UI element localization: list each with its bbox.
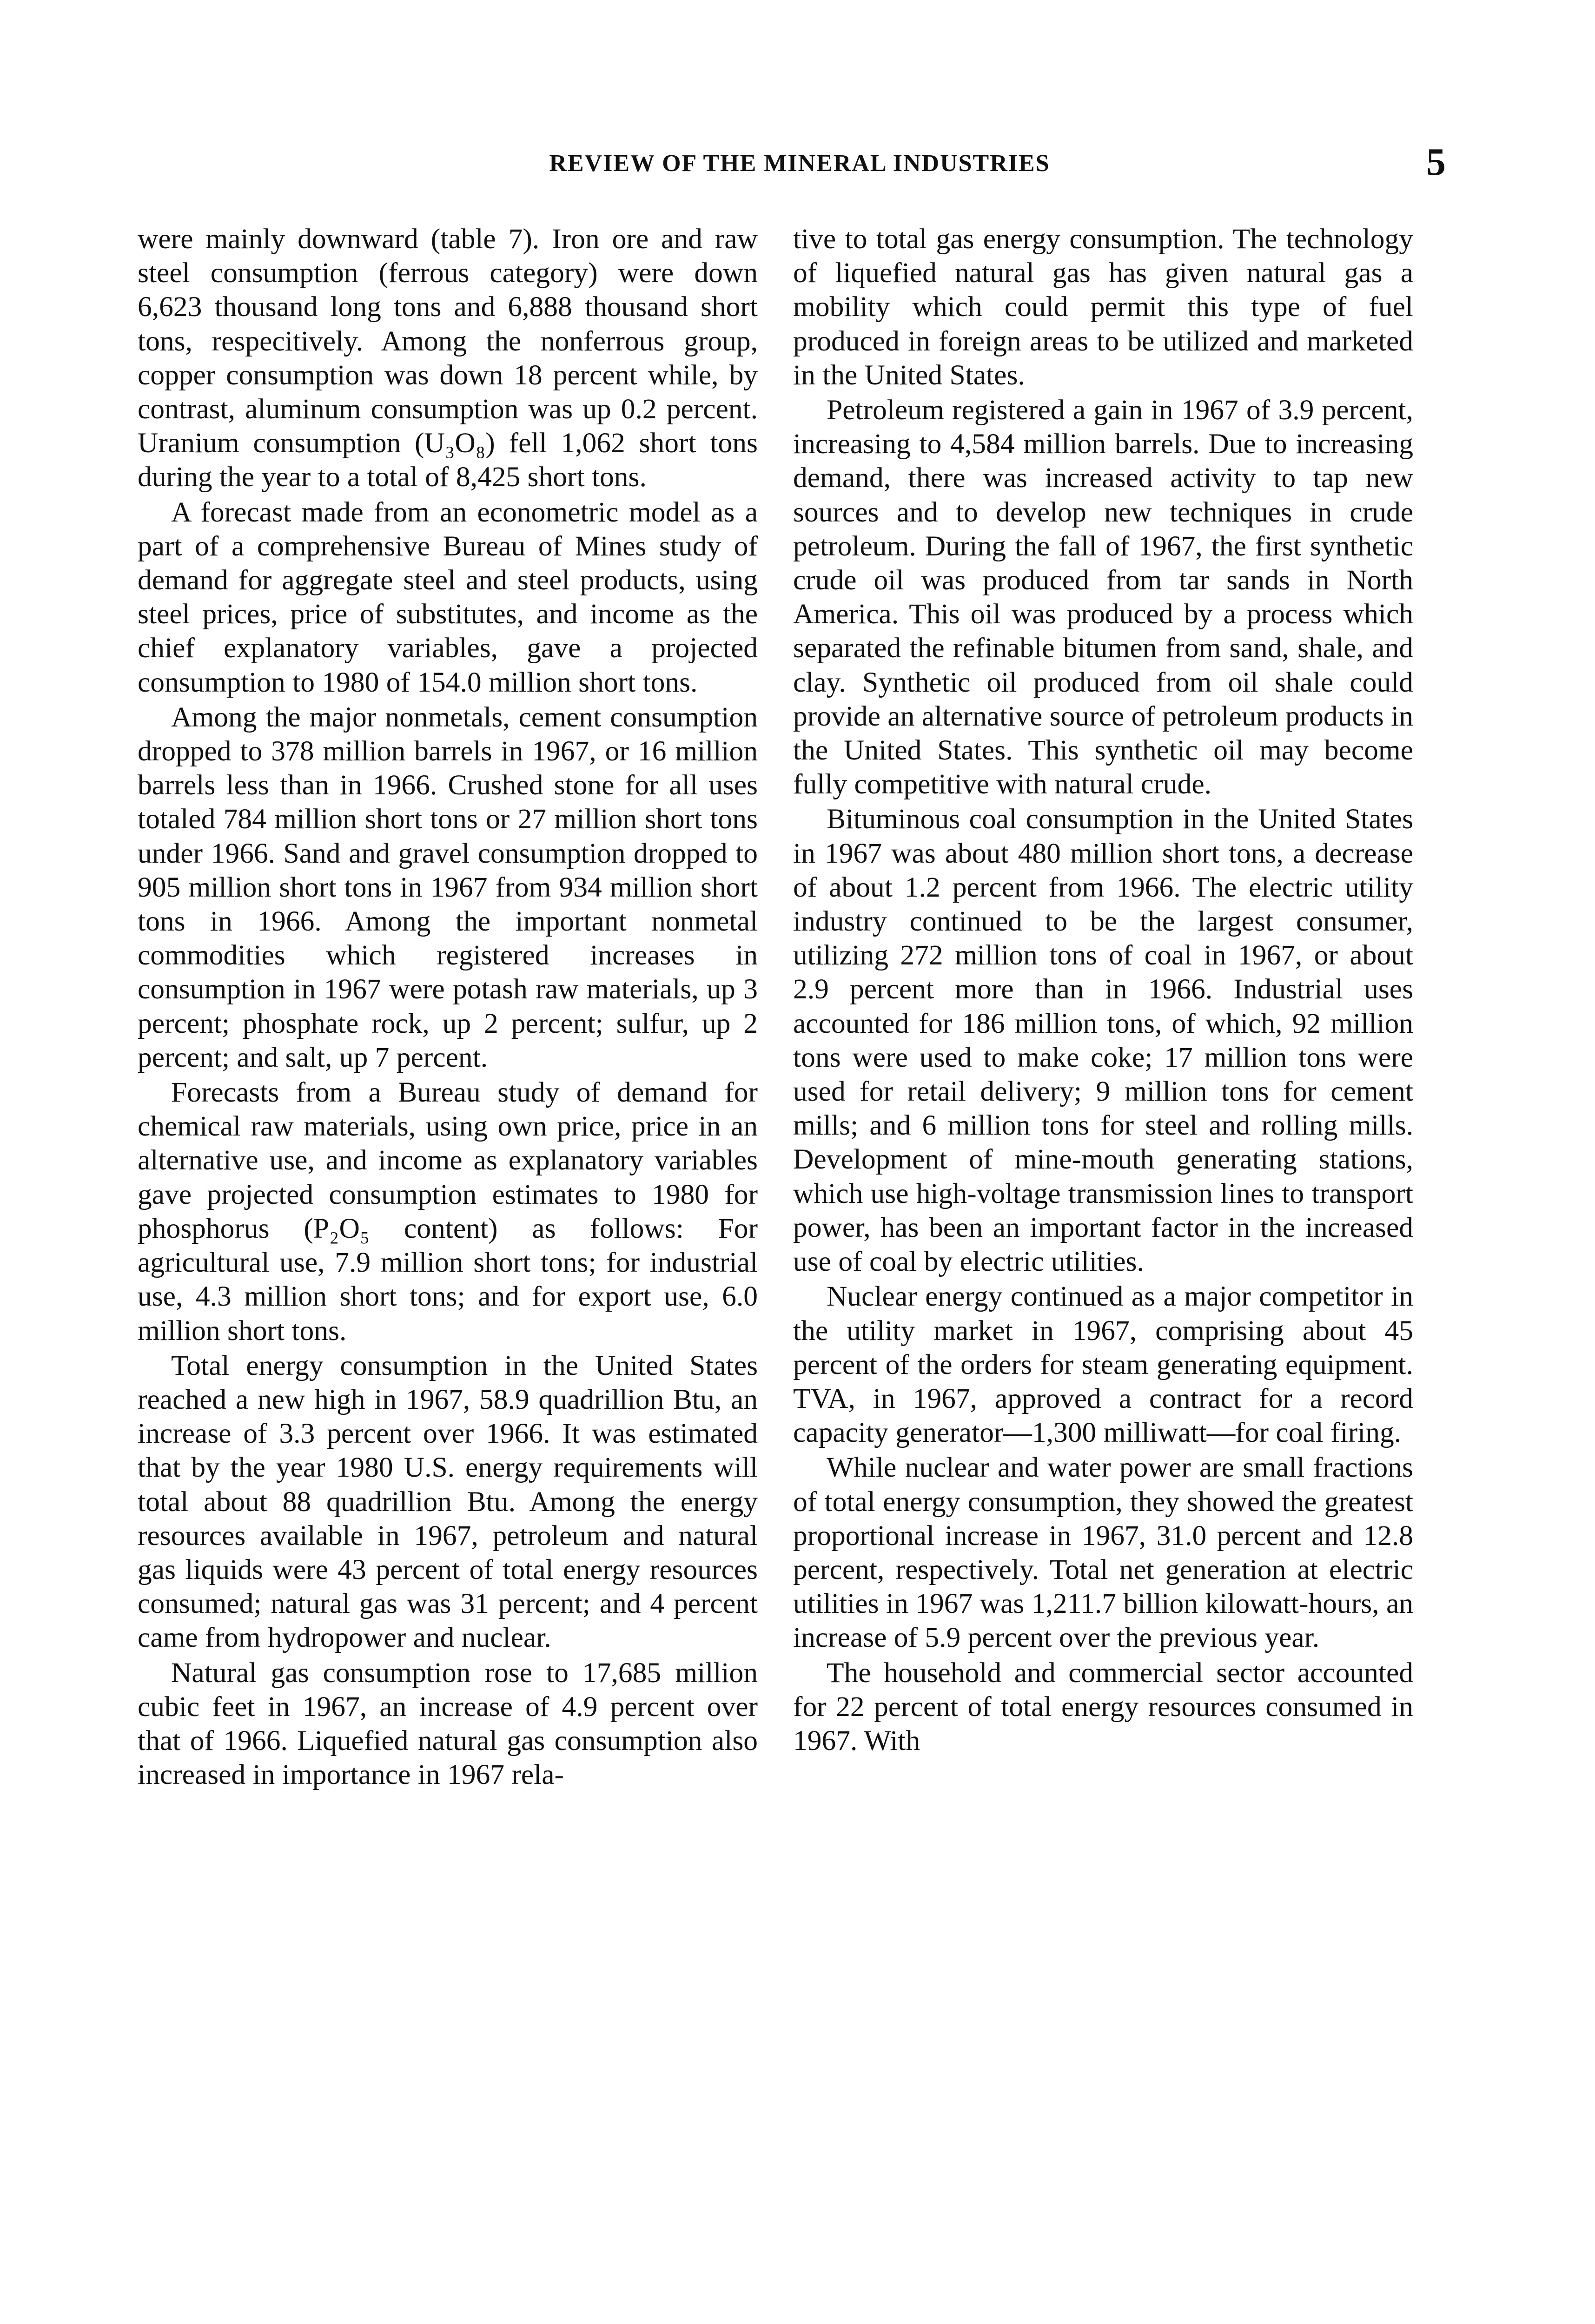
paragraph: Forecasts from a Bureau study of demand for chemical raw materials, using own price, price in an alternative use, and income as explanatory variables gave projected consumption estimates to 1980 for phosphorus (P₂O₅ content) as follows: For agricultural use, 7.9 million short tons; for industrial use, 4.3 million short tons; and for export use, 6.0 million short tons.	[138, 1076, 758, 1347]
paragraph: Nuclear energy continued as a major competitor in the utility market in 1967, comprising about 45 percent of the orders for steam generating equipment. TVA, in 1967, approved a contract for a record capacity generator—1,300 milliwatt—for coal firing.	[793, 1281, 1413, 1449]
paragraph: Among the major nonmetals, cement consumption dropped to 378 million barrels in 1967, or 16 million barrels less than in 1966. Crushed stone for all uses totaled 784 million short tons or 27 million short tons under 1966. Sand and gravel consumption dropped to 905 million short tons in 1967 from 934 million short tons in 1966. Among the important nonmetal commodities which registered increases in consumption in 1967 were potash raw materials, up 3 percent; phosphate rock, up 2 percent; sulfur, up 2 percent; and salt, up 7 percent.	[138, 701, 758, 1073]
running-title: REVIEW OF THE MINERAL INDUSTRIES	[549, 150, 1050, 177]
paragraph: While nuclear and water power are small fractions of total energy consumption, they showed the greatest proportional increase in 1967, 31.0 percent and 12.8 percent, respectively. Total net generation at electric utilities in 1967 was 1,211.7 billion kilowatt-hours, an increase of 5.9 percent over the previous year.	[793, 1452, 1413, 1654]
paragraph: A forecast made from an econometric model as a part of a comprehensive Bureau of Mines study of demand for aggregate steel and steel products, using steel prices, price of substitutes, and income as the chief explanatory variables, gave a projected consumption to 1980 of 154.0 million short tons.	[138, 496, 758, 698]
paragraph: Petroleum registered a gain in 1967 of 3.9 percent, increasing to 4,584 million barrels. Due to increasing demand, there was increased activity to tap new sources and to develop new techniques in crude petroleum. During the fall of 1967, the first synthetic crude oil was produced from tar sands in North America. This oil was produced by a process which separated the refinable bitumen from sand, shale, and clay. Synthetic oil produced from oil shale could provide an alternative source of petroleum products in the United States. This synthetic oil may become fully competitive with natural crude.	[793, 394, 1413, 800]
page-number: 5	[1426, 140, 1446, 184]
right-column	[793, 222, 1413, 1759]
paragraph: were mainly downward (table 7). Iron ore and raw steel consumption (ferrous category) were down 6,623 thousand long tons and 6,888 thousand short tons, respecitively. Among the nonferrous group, copper consumption was down 18 percent while, by contrast, aluminum consumption was up 0.2 percent. Uranium consumption (U₃O₈) fell 1,062 short tons during the year to a total of 8,425 short tons.	[138, 223, 758, 493]
paragraph: Total energy consumption in the United States reached a new high in 1967, 58.9 quadrillion Btu, an increase of 3.3 percent over 1966. It was estimated that by the year 1980 U.S. energy requirements will total about 88 quadrillion Btu. Among the energy resources available in 1967, petroleum and natural gas liquids were 43 percent of total energy resources consumed; natural gas was 31 percent; and 4 percent came from hydropower and nuclear.	[138, 1349, 758, 1654]
paragraph: tive to total gas energy consumption. The technology of liquefied natural gas has given natural gas a mobility which could permit this type of fuel produced in foreign areas to be utilized and marketed in the United States.	[793, 223, 1413, 391]
paragraph: Natural gas consumption rose to 17,685 million cubic feet in 1967, an increase of 4.9 percent over that of 1966. Liquefied natural gas consumption also increased in importance in 1967 rela-	[138, 1657, 758, 1791]
paragraph: Bituminous coal consumption in the United States in 1967 was about 480 million short tons, a decrease of about 1.2 percent from 1966. The electric utility industry continued to be the largest consumer, utilizing 272 million tons of coal in 1967, or about 2.9 percent more than in 1966. Industrial uses accounted for 186 million tons, of which, 92 million tons were used to make coke; 17 million tons were used for retail delivery; 9 million tons for cement mills; and 6 million tons for steel and rolling mills. Development of mine-mouth generating stations, which use high-voltage transmission lines to transport power, has been an important factor in the increased use of coal by electric utilities.	[793, 803, 1413, 1278]
left-column	[138, 222, 758, 1793]
paragraph: The household and commercial sector accounted for 22 percent of total energy resources consumed in 1967. With	[793, 1657, 1413, 1756]
